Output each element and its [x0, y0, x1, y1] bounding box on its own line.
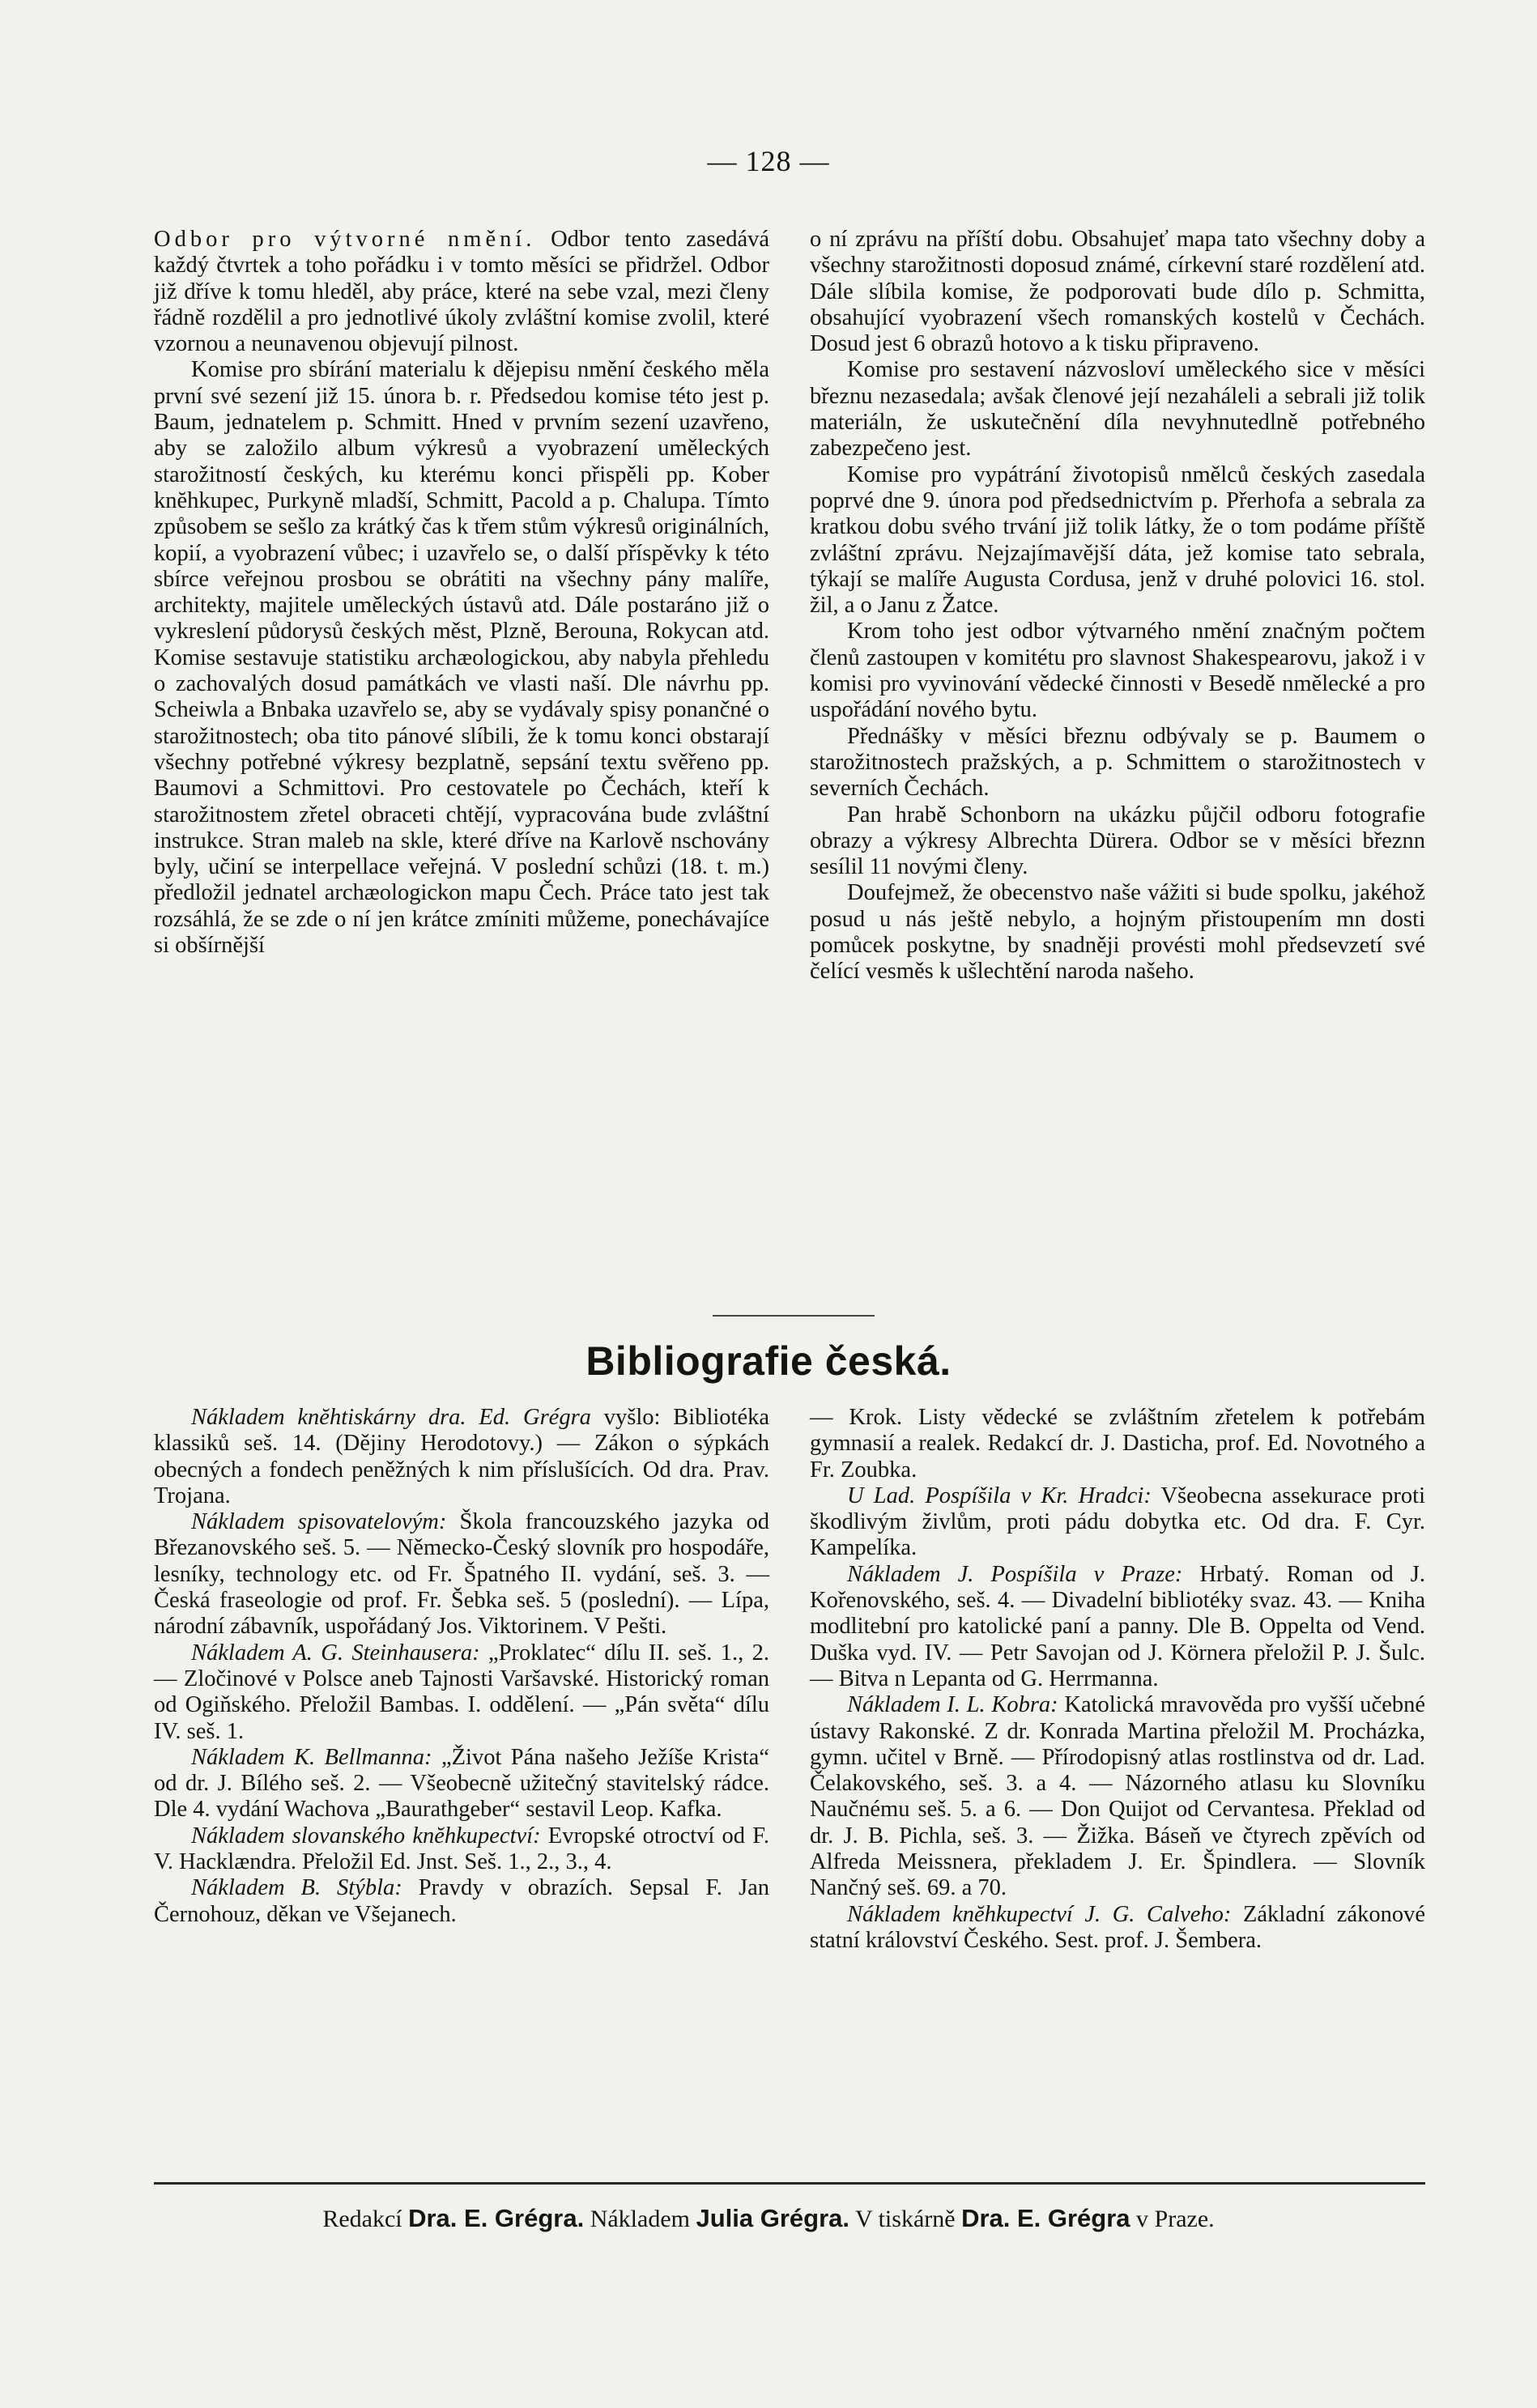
publisher: Nákladem spisovatelovým: — [191, 1509, 447, 1535]
imprint-text: v Praze. — [1130, 2206, 1215, 2232]
entry-text: „Život Pána našeho Ježíše Krista“ od dr. J. Bílého seš. 2. — Všeobecně užitečný stavitelský rádce. Dle 4. vydání Wachova „Baurathgeber“ sestavil Leop. Kafka. — [154, 1744, 769, 1823]
bibliography-entry — [154, 1405, 769, 1509]
section-divider — [713, 1315, 875, 1317]
section-label: Odbor pro výtvorné nmění. — [154, 227, 536, 252]
bibliography-entry — [154, 1509, 769, 1640]
publisher: U Lad. Pospíšila v Kr. Hradci: — [847, 1483, 1152, 1508]
imprint-text: Nákladem — [584, 2206, 696, 2232]
entry-text: vyšlo: Bibliotéka klassiků seš. 14. (Dějiny Herodotovy.) — Zákon o sýpkách obecných a fondech peněžných k nim příslušících. Od dra. Prav. Trojana. — [154, 1405, 769, 1508]
publisher-name: Julia Grégra. — [696, 2204, 850, 2232]
publisher: Nákladem I. L. Kobra: — [847, 1692, 1058, 1718]
report-column-left — [154, 227, 769, 959]
section-heading: Bibliografie česká. — [585, 1338, 952, 1384]
bibliography-column-right — [810, 1405, 1425, 1954]
entry-text: Všeobecna assekurace proti škodlivým živlům, proti pádu dobytka etc. Od dra. F. Cyr. Kampelíka. — [810, 1483, 1425, 1561]
report-paragraph — [154, 227, 769, 357]
editor-name: Dra. E. Grégra. — [408, 2204, 585, 2232]
publisher: Nákladem knĕhtiskárny dra. Ed. Grégra — [191, 1405, 591, 1430]
bibliography-entry — [810, 1483, 1425, 1562]
report-paragraph: Komise pro vypátrání životopisů nmělců českých zasedala poprvé dne 9. února pod předsednictvím p. Přerhofa a sebrala za kratkou dobu svého trvání již tolik látky, že o tom podáme příště zvláštní zprávu. Nejzajímavější dáta, jež komise tato sebrala, týkají se malíře Augusta Cordusa, jenž v druhé polovici 16. stol. žil, a o Janu z Žatce. — [810, 462, 1425, 619]
page-number: — 128 — — [707, 145, 830, 177]
report-paragraph: Přednášky v měsíci březnu odbývaly se p. Baumem o starožitnostech pražských, a p. Schmittem o starožitnostech v severních Čechách. — [810, 723, 1425, 802]
bibliography-entry — [154, 1823, 769, 1876]
report-paragraph: Komise pro sbírání materialu k dějepisu nmění českého měla první své sezení již 15. února b. r. Předsedou komise této jest p. Baum, jednatelem p. Schmitt. Hned v prvním sezení uzavřeno, aby se založilo album výkresů a vyobrazení uměleckých starožitností českých, ku kterému konci přispěli pp. Kober knĕhkupec, Purkyně mladší, Schmitt, Pacold a p. Chalupa. Tímto způsobem se sešlo za krátký čas k třem stům výkresů originálních, kopií, a vyobrazení vůbec; i uzavřelo se, o další příspěvky k této sbírce veřejnou prosbou se obrátiti na všechny pány malíře, architekty, majitele uměleckých ústavů atd. Dále postaráno již o vykreslení půdorysů českých měst, Plzně, Berouna, Rokycan atd. Komise sestavuje statistiku archæologickou, aby nabyla přehledu o zachovalých dosud památkách ve vlasti naší. Dle návrhu pp. Scheiwla a Bnbaka uzavřelo se, aby se vydávaly spisy ponančné o starožitnostech; oba tito pánové slíbili, že k tomu konci obstarají všechny potřebné výkresy bezplatně, sepsání textu svěřeno pp. Baumovi a Schmittovi. Pro cestovatele po Čechách, kteří k starožitnostem zřetel obraceti chtějí, vypracována bude zvláštní instrukce. Stran maleb na skle, které dříve na Karlově nschovány byly, učiní se interpellace veřejná. V poslední schůzi (18. t. m.) předložil jednatel archæologickon mapu Čech. Práce tato jest tak rozsáhlá, že se zde o ní jen krátce zmíniti můžeme, ponechávajíce si obšírnější — [154, 357, 769, 959]
bibliography-entry — [154, 1745, 769, 1823]
report-column-right — [810, 227, 1425, 985]
imprint-line — [0, 2204, 1537, 2233]
publisher: Nákladem J. Pospíšila v Praze: — [847, 1561, 1183, 1587]
entry-text: Základní zákonové statní království Českého. Sest. prof. J. Šembera. — [810, 1901, 1425, 1953]
report-paragraph: Pan hrabě Schonborn na ukázku půjčil odboru fotografie obrazy a výkresy Albrechta Dürera. Odbor se v měsíci březnn sesílil 11 novými členy. — [810, 802, 1425, 880]
imprint-text: Redakcí — [322, 2206, 409, 2232]
entry-text: Katolická mravověda pro vyšší učebné ústavy Rakonské. Z dr. Konrada Martina přeložil M. Procházka, gymn. učitel v Brně. — Přírodopisný atlas rostlinstva od dr. Lad. Čelakovského, seš. 3. a 4. — Názorného atlasu ku Slovníku Naučnému seš. 5. a 6. — Don Quijot od Cervantesa. Překlad od dr. J. B. Pichla, seš. 3. — Žižka. Báseň ve čtyrech zpěvích od Alfreda Meissnera, překladem J. Er. Špindlera. — Slovník Nančný seš. 69. a 70. — [810, 1692, 1425, 1901]
bibliography-entry — [154, 1875, 769, 1928]
bibliography-entry — [810, 1405, 1425, 1483]
entry-text: Pravdy v obrazích. Sepsal F. Jan Černohouz, děkan ve Všejanech. — [154, 1875, 769, 1927]
report-paragraph: Komise pro sestavení názvosloví uměleckého sice v měsíci březnu nezasedala; avšak členové její nezaháleli a sebrali již tolik materiáln, že uskutečnění díla nevyhnutedlně potřebného zabezpečeno jest. — [810, 357, 1425, 462]
report-paragraph: Doufejmež, že obecenstvo naše vážiti si bude spolku, jakéhož posud u nás ještě nebylo, a hojným přistoupením mn dosti pomůcek poskytne, by snadněji provésti mohl předsevzetí své čelící vesměs k ušlechtění naroda našeho. — [810, 880, 1425, 985]
publisher: Nákladem knĕhkupectví J. G. Calveho: — [847, 1901, 1232, 1927]
bibliography-entry — [810, 1902, 1425, 1955]
entry-text: „Proklatec“ dílu II. seš. 1., 2. — Zločinové v Polsce aneb Tajnosti Varšavské. Historický roman od Ogiňského. Přeložil Bambas. I. oddělení. — „Pán světa“ dílu IV. seš. 1. — [154, 1640, 770, 1744]
bibliography-entry — [810, 1692, 1425, 1901]
entry-text: Evropské otroctví od F. V. Hacklændra. Přeložil Ed. Jnst. Seš. 1., 2., 3., 4. — [154, 1823, 769, 1875]
publisher: Nákladem slovanského knĕhkupectví: — [191, 1823, 541, 1849]
publisher: Nákladem A. G. Steinhausera: — [191, 1640, 480, 1666]
bibliography-entry — [810, 1562, 1425, 1692]
publisher: Nákladem K. Bellmanna: — [191, 1744, 432, 1770]
printer-name: Dra. E. Grégra — [961, 2204, 1130, 2232]
publisher: Nákladem B. Stýbla: — [191, 1875, 402, 1901]
imprint-text: V tiskárně — [849, 2206, 962, 2232]
entry-text: Hrbatý. Roman od J. Kořenovského, seš. 4. — Divadelní bibliotéky svaz. 43. — Kniha modlitební pro katolické paní a panny. Dle B. Oppelta od Vend. Duška vyd. IV. — Petr Savojan od J. Körnera přeložil P. J. Šulc. — Bitva n Lepanta od G. Herrmanna. — [810, 1561, 1425, 1691]
footer-rule — [154, 2182, 1425, 2185]
entry-text: — Krok. Listy vědecké se zvláštním zřetelem k potřebám gymnasií a realek. Redakcí dr. J. Dasticha, prof. Ed. Novotného a Fr. Zoubka. — [810, 1405, 1425, 1483]
entry-text: Škola francouzského jazyka od Březanovského seš. 5. — Německo-Český slovník pro hospodáře, lesníky, technology etc. od Fr. Špatného II. vydání, seš. 3. — Česká fraseologie od prof. Fr. Šebka seš. 5 (poslední). — Lípa, národní zábavník, uspořádaný Jos. Viktorinem. V Pešti. — [154, 1509, 769, 1640]
bibliography-entry — [154, 1640, 769, 1745]
report-paragraph: Krom toho jest odbor výtvarného nmění značným počtem členů zastoupen v komitétu pro slavnost Shakespearovu, jakož i v komisi pro vyvinování vědecké činnosti v Besedě nmělecké a pro uspořádání nového bytu. — [810, 619, 1425, 723]
paragraph-text: Odbor tento zasedává každý čtvrtek a toho pořádku i v tomto měsíci se přidržel. Odbor již dříve k tomu hleděl, aby práce, které na sebe vzal, mezi členy řádně rozdělil a pro jednotlivé úkoly zvláštní komise zvolil, které vzornou a neunavenou objevují pilnost. — [154, 227, 770, 357]
bibliography-column-left — [154, 1405, 769, 1928]
report-paragraph: o ní zprávu na příští dobu. Obsahujeť mapa tato všechny doby a všechny starožitnosti doposud známé, církevní staré rozdělení atd. Dále slíbila komise, že podporovati bude dílo p. Schmitta, obsahující vyobrazení všech romanských kostelů v Čechách. Dosud jest 6 obrazů hotovo a k tisku připraveno. — [810, 227, 1425, 357]
